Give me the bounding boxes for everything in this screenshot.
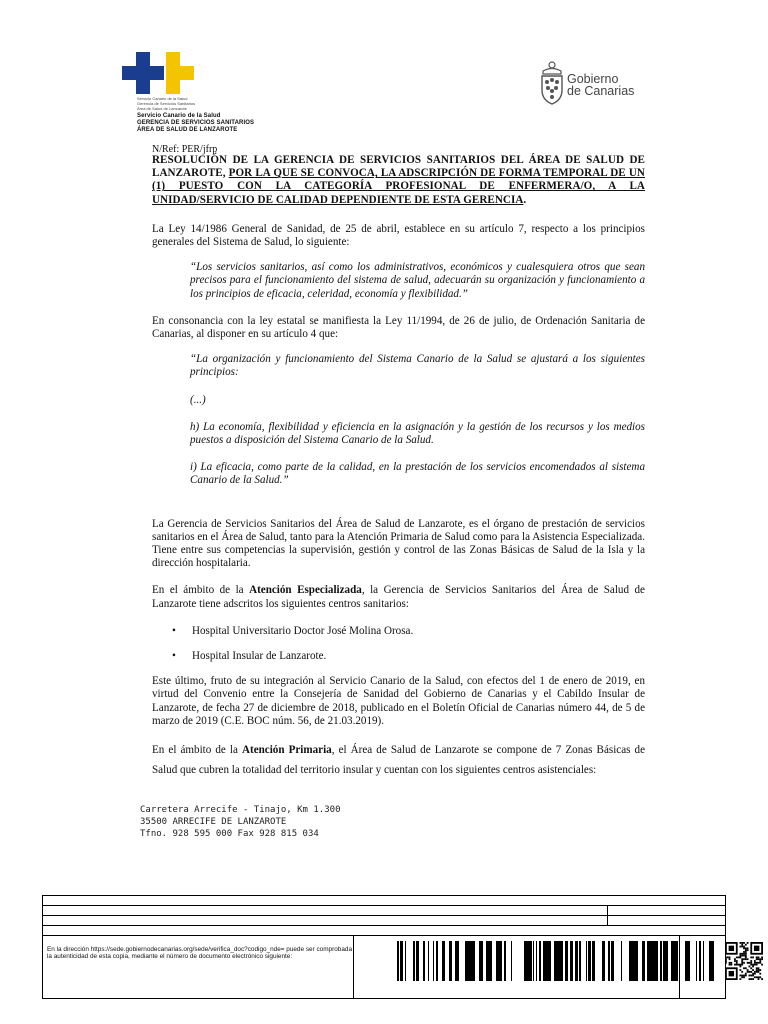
- scs-logo: [122, 52, 196, 96]
- quote-articulo-4-i: i) La eficacia, como parte de la calidad, en la prestación de los servicios encomendados al sistema Canario de la Salud.”: [190, 461, 645, 487]
- verification-box: [42, 895, 726, 999]
- verification-row: [43, 916, 725, 926]
- coat-of-arms-icon: [538, 60, 568, 106]
- list-item: • Hospital Insular de Lanzarote.: [172, 650, 327, 663]
- quote-articulo-4-intro: “La organización y funcionamiento del Sistema Canario de la Salud se ajustará a los siguientes principios:: [190, 353, 645, 379]
- paragraph-hospital-insular: Este último, fruto de su integración al Servicio Canario de la Salud, con efectos del 1 de enero de 2019, en virtud del Convenio entre la Consejería de Sanidad del Gobierno de Canarias y el Cabildo Insular de Lanzarote, de fecha 27 de diciembre de 2018, publicado en el Boletín Oficial de Canarias número 44, de 5 de marzo de 2019 (C.E. BOC núm. 56, de 21.03.2019).: [152, 675, 645, 727]
- barcode-icon: [397, 941, 715, 981]
- quote-articulo-4-ellipsis: (...): [190, 393, 206, 406]
- document-title: RESOLUCIÓN DE LA GERENCIA DE SERVICIOS SANITARIOS DEL ÁREA DE SALUD DE LANZAROTE, POR LA QUE SE CONVOCA, LA ADSCRIPCIÓN DE FORMA TEMPORAL DE UN (1) PUESTO CON LA CATEGORÍA PROFESIONAL DE ENFERMERA/O, A LA UNIDAD/SERVICIO DE CALIDAD DEPENDIENTE DE ESTA GERENCIA.: [152, 154, 645, 206]
- document-body: [152, 154, 645, 780]
- quote-articulo-7: “Los servicios sanitarios, así como los administrativos, económicos y cualesquiera otros que sean precisos para el funcionamiento del sistema de salud, adecuarán su organización y funcionamiento a los principios de eficacia, celeridad, economía y flexibilidad.”: [190, 261, 645, 300]
- list-item: • Hospital Universitario Doctor José Molina Orosa.: [172, 624, 414, 637]
- qr-code-icon: [725, 942, 763, 980]
- gobierno-canarias-wordmark: Gobierno de Canarias: [567, 72, 635, 98]
- quote-articulo-4-h: h) La economía, flexibilidad y eficiencia en la asignación y la gestión de los recursos y los medios puestos a disposición del Sistema Canario de la Salud.: [190, 420, 645, 447]
- scs-logo-caption: Servicio Canario de la Salud Gerencia de Servicios Sanitarios Área de Salud de Lanzarote: [137, 96, 196, 111]
- verification-row: [43, 906, 725, 916]
- document-reference: N/Ref: PER/jfrp: [152, 144, 218, 155]
- paragraph-ley-general-sanidad: La Ley 14/1986 General de Sanidad, de 25 de abril, establece en su artículo 7, respecto a los principios generales del Sistema de Salud, lo siguiente:: [152, 222, 645, 249]
- organization-name: Servicio Canario de la Salud GERENCIA DE SERVICIOS SANITARIOS ÁREA DE SALUD DE LANZAROTE: [137, 113, 255, 133]
- paragraph-atencion-primaria: En el ámbito de la Atención Primaria, el Área de Salud de Lanzarote se compone de 7 Zonas Básicas de Salud que cubren la totalidad del territorio insular y cuentan con los siguientes centros asistenciales:: [152, 744, 645, 777]
- verification-row: [43, 896, 725, 906]
- paragraph-ley-ordenacion-sanitaria: En consonancia con la ley estatal se manifiesta la Ley 11/1994, de 26 de julio, de Ordenación Sanitaria de Canarias, al disponer en su artículo 4 que:: [152, 314, 645, 341]
- verification-text: En la dirección https://sede.gobiernodecanarias.org/sede/verifica_doc?codigo_nde= puede ser comprobada la autenticidad de esta copia, mediante el número de documento electrónico siguiente:: [47, 946, 353, 961]
- paragraph-gerencia: La Gerencia de Servicios Sanitarios del Área de Salud de Lanzarote, es el órgano de prestación de servicios sanitarios en el Área de Salud, tanto para la Atención Primaria de Salud como para la Asistencia Especializada. Tiene entre sus competencias la supervisión, gestión y control de las Zonas Básicas de Salud de la Isla y la dirección hospitalaria.: [152, 517, 645, 570]
- paragraph-atencion-especializada: En el ámbito de la Atención Especializada, la Gerencia de Servicios Sanitarios del Área de Salud de Lanzarote tiene adscritos los siguientes centros sanitarios:: [152, 584, 645, 610]
- verification-row: [43, 926, 725, 936]
- footer-address: Carretera Arrecife - Tinajo, Km 1.300 35500 ARRECIFE DE LANZAROTE Tfno. 928 595 000 Fax 928 815 034: [140, 805, 341, 839]
